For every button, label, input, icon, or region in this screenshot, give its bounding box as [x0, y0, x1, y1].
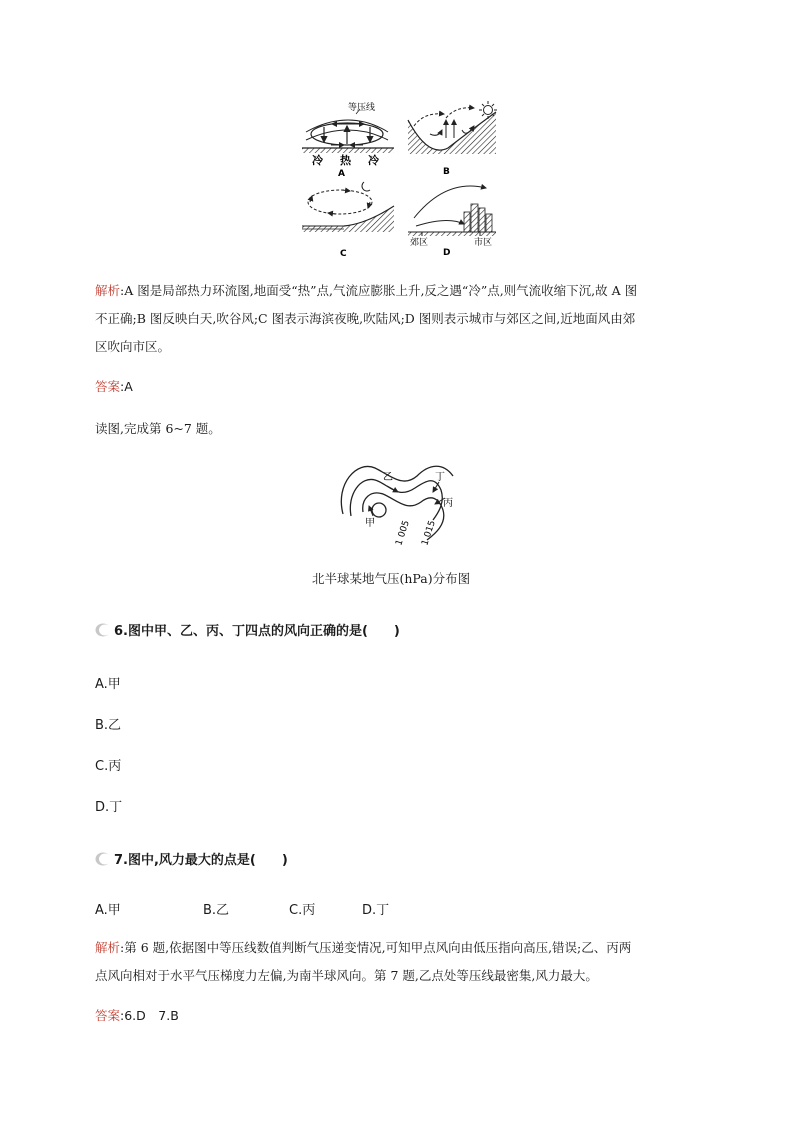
isobar-1015-label: 1 015	[420, 519, 438, 547]
question-7-text: 7.图中,风力最大的点是( )	[114, 853, 288, 868]
answer-2	[95, 1003, 179, 1029]
q6-option-b[interactable]: B.乙	[95, 718, 122, 733]
panel-b-letter: B	[443, 167, 450, 177]
figure-thermal-circulation	[296, 98, 502, 260]
q6-option-d[interactable]: D.丁	[95, 800, 123, 815]
point-ding-label: 丁	[435, 472, 445, 483]
analysis-1-line-2: 不正确;B 图反映白天,吹谷风;C 图表示海滨夜晚,吹陆风;D 图则表示城市与郊区之间,近地面风由郊	[95, 311, 636, 326]
q7-option-a[interactable]: A.甲	[95, 903, 121, 918]
panel-c-diagram	[302, 182, 394, 232]
q6-option-c[interactable]: C.丙	[95, 759, 122, 774]
analysis-1-line-1	[95, 278, 637, 304]
answer-label: 答案	[95, 379, 121, 394]
question-marker-icon	[95, 623, 112, 637]
analysis-1-text-1: :A 图是局部热力环流图,地面受“热”点,气流应膨胀上升,反之遇“冷”点,则气流收缩下沉,故 A 图	[120, 283, 638, 298]
answer-label: 答案	[95, 1008, 121, 1023]
analysis-label: 解析	[95, 283, 121, 298]
panel-d-diagram	[408, 186, 496, 236]
panel-b-diagram	[408, 101, 497, 154]
point-jia-label: 甲	[365, 518, 375, 529]
analysis-2-line-1	[95, 935, 631, 961]
analysis-2-text-1: :第 6 题,依据图中等压线数值判断气压递变情况,可知甲点风向由低压指向高压,错误;乙、丙两	[120, 940, 632, 955]
figure-pressure-map	[335, 454, 469, 554]
reading-instruction: 读图,完成第 6~7 题。	[95, 421, 221, 436]
analysis-1-line-3: 区吹向市区。	[95, 339, 171, 354]
analysis-2-line-2: 点风向相对于水平气压梯度力左偏,为南半球风向。第 7 题,乙点处等压线最密集,风力最大。	[95, 968, 598, 983]
panel-d-letter: D	[443, 248, 451, 258]
question-7	[95, 849, 288, 868]
panel-d-suburb-label: 郊区	[410, 238, 429, 248]
q7-option-d[interactable]: D.丁	[362, 903, 390, 918]
panel-c-letter: C	[340, 249, 347, 259]
isobar-label: 等压线	[348, 103, 376, 113]
q6-option-a[interactable]: A.甲	[95, 677, 121, 692]
panel-a-hot: 热	[340, 154, 351, 167]
isobar-1005-label: 1 005	[394, 519, 412, 547]
question-6	[95, 620, 400, 639]
panel-a-cold-left: 冷	[312, 154, 323, 167]
point-yi-label: 乙	[383, 472, 393, 483]
figure-2-caption: 北半球某地气压(hPa)分布图	[312, 571, 471, 586]
panel-a-letter: A	[338, 169, 345, 179]
question-marker-icon	[95, 852, 112, 866]
panel-a-cold-right: 冷	[368, 154, 379, 167]
q7-option-b[interactable]: B.乙	[203, 903, 230, 918]
answer-1	[95, 374, 133, 400]
answer-1-value: :A	[120, 379, 133, 394]
question-6-text: 6.图中甲、乙、丙、丁四点的风向正确的是( )	[114, 624, 400, 639]
answer-2-value: :6.D 7.B	[120, 1008, 179, 1023]
analysis-label: 解析	[95, 940, 121, 955]
panel-a-diagram	[302, 109, 394, 153]
point-bing-label: 丙	[443, 498, 453, 509]
q7-option-c[interactable]: C.丙	[289, 903, 316, 918]
panel-d-city-label: 市区	[474, 238, 493, 248]
